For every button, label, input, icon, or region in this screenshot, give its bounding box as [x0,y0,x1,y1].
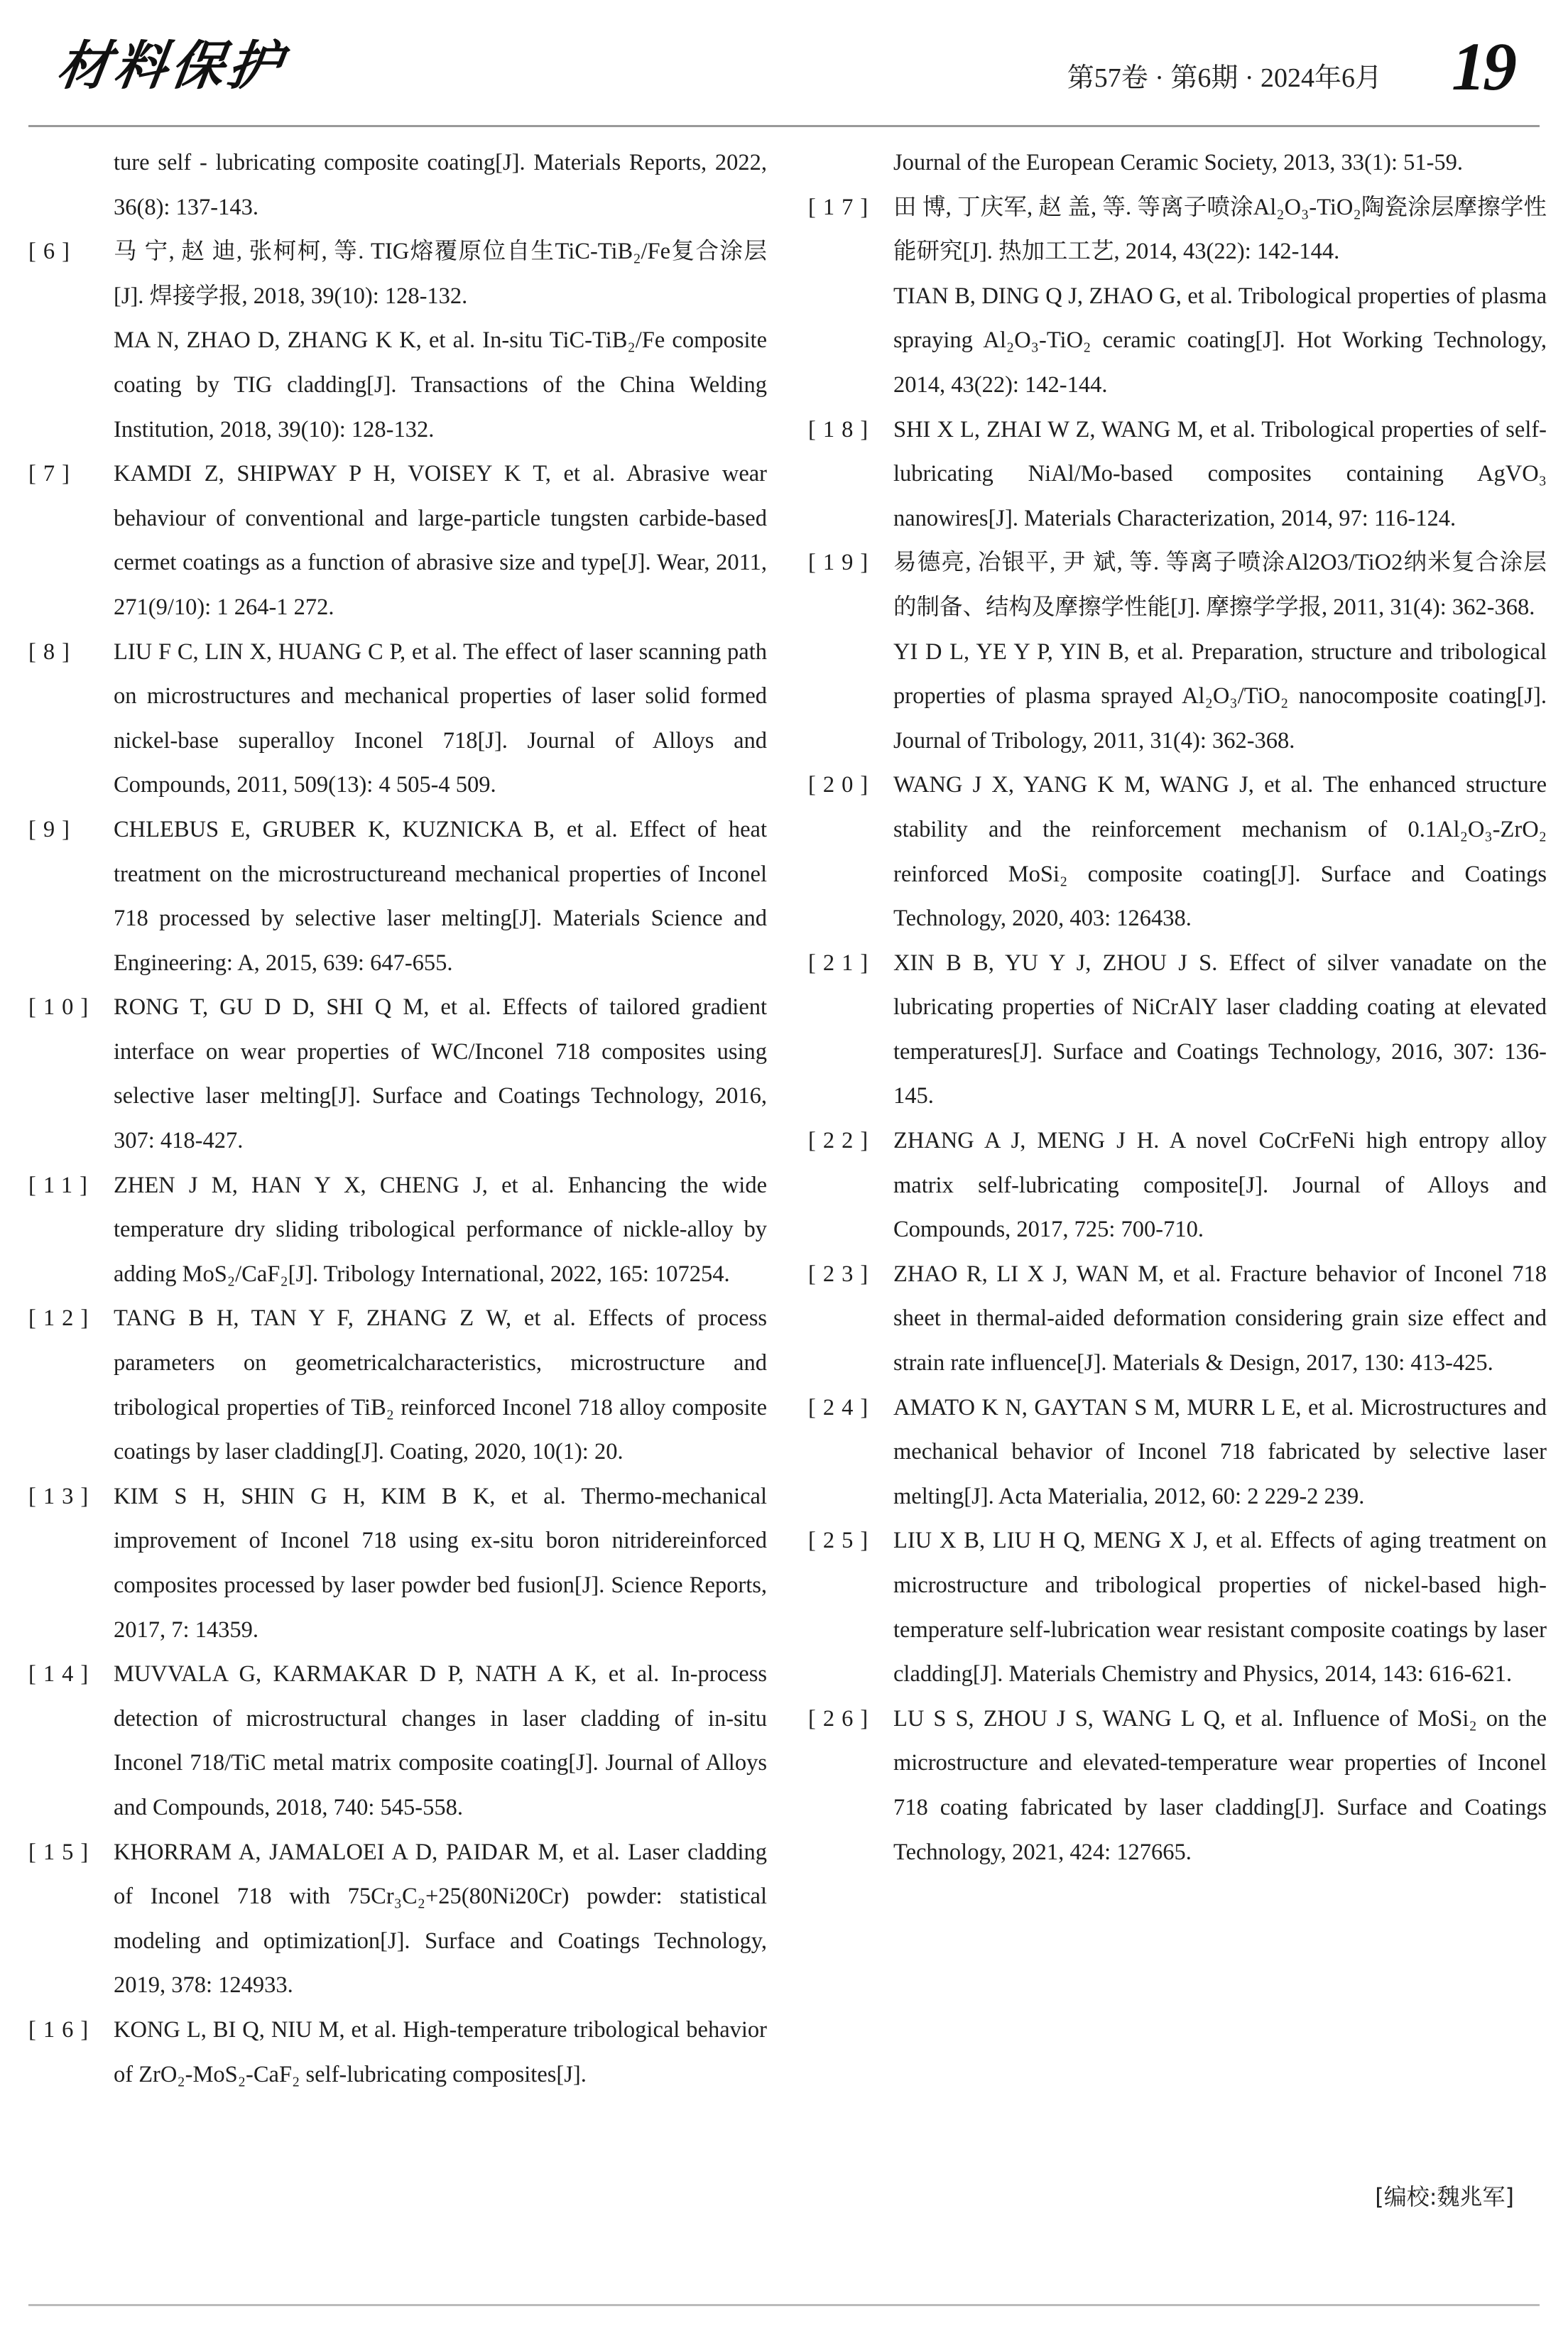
reference-body [893,941,1547,1119]
issue-info: 第57卷 · 第6期 · 2024年6月 [1067,63,1382,93]
reference-body [114,1652,767,1830]
footer-rule [28,2304,1540,2306]
reference-item [28,630,767,808]
page-number: 19 [1452,28,1514,104]
reference-item [28,452,767,629]
reference-body [114,141,767,229]
reference-item [28,1474,767,1652]
reference-item [28,1652,767,1830]
reference-number: [17] [808,194,876,220]
reference-text: ZHAO R, LI X J, WAN M, et al. Fracture behavior of Inconel 718 sheet in thermal-aided deformation considering grain size effect and strain rate influence[J]. Materials & Design, 2017, 130: 413-425. [893,1261,1547,1376]
reference-text: ZHANG A J, MENG J H. A novel CoCrFeNi high entropy alloy matrix self-lubricating composite[J]. Journal of Alloys and Compounds, 2017, 725: 700-710. [893,1128,1547,1243]
reference-number: [22] [808,1128,876,1154]
reference-number: [26] [808,1705,876,1732]
reference-body [114,1163,767,1297]
reference-text: MUVVALA G, KARMAKAR D P, NATH A K, et al. In-process detection of microstructural changes in laser cladding of in-situ Inconel 718/TiC metal matrix composite coating[J]. Journal of Alloys and Compounds, 2018, 740: 545-558. [114,1661,767,1820]
reference-body [893,1386,1547,1519]
reference-body [114,630,767,808]
reference-text: KONG L, BI Q, NIU M, et al. High-temperature tribological behavior of ZrO₂-MoS₂-CaF₂ self-lubricating composites[J]. [114,2016,767,2087]
reference-number: [18] [808,416,876,442]
reference-item [28,1830,767,2008]
reference-item [28,808,767,985]
reference-text: TANG B H, TAN Y F, ZHANG Z W, et al. Effects of process parameters on geometricalcharacteristics, microstructure and tribological properties of TiB₂ reinforced Inconel 718 alloy composite coatings by laser cladding[J]. Coating, 2020, 10(1): 20. [114,1305,767,1465]
reference-body [114,985,767,1163]
reference-body [893,1697,1547,1874]
reference-item [808,1386,1547,1519]
reference-number: [12] [28,1305,96,1332]
reference-text: KIM S H, SHIN G H, KIM B K, et al. Thermo-mechanical improvement of Inconel 718 using ex-situ boron nitridereinforced composites processed by laser powder bed fusion[J]. Science Reports, 2017, 7: 14359. [114,1483,767,1643]
reference-number: [6] [28,239,77,265]
reference-item [28,985,767,1163]
reference-item [28,1163,767,1297]
reference-number: [15] [28,1839,96,1865]
reference-item [808,763,1547,940]
reference-text: ZHEN J M, HAN Y X, CHENG J, et al. Enhancing the wide temperature dry sliding tribological performance of nickle-alloy by adding MoS₂/CaF₂[J]. Tribology International, 2022, 165: 107254. [114,1172,767,1287]
reference-item [808,185,1547,408]
reference-body [893,763,1547,940]
reference-item [808,408,1547,541]
reference-text: Journal of the European Ceramic Society, 2013, 33(1): 51-59. [893,150,1464,175]
reference-number: [8] [28,639,77,665]
reference-number: [20] [808,772,876,798]
reference-body [893,141,1547,185]
reference-text: AMATO K N, GAYTAN S M, MURR L E, et al. Microstructures and mechanical behavior of Inconel 718 fabricated by selective laser melting[J]. Acta Materialia, 2012, 60: 2 229-2 239. [893,1394,1547,1509]
reference-number: [21] [808,950,876,976]
reference-number: [14] [28,1661,96,1688]
reference-text: 马 宁, 赵 迪, 张柯柯, 等. TIG熔覆原位自生TiC-TiB₂/Fe复合涂层[J]. 焊接学报, 2018, 39(10): 128-132. [114,239,767,309]
reference-number: [24] [808,1394,876,1420]
reference-column-right [808,141,1547,1874]
reference-text: LIU X B, LIU H Q, MENG X J, et al. Effects of aging treatment on microstructure and tribological properties of nickel-based high-temperature self-lubrication wear resistant composite coatings by laser cladding[J]. Materials Chemistry and Physics, 2014, 143: 616-621. [893,1528,1547,1688]
reference-text: TIAN B, DING Q J, ZHAO G, et al. Tribological properties of plasma spraying Al₂O₃-TiO₂ ceramic coating[J]. Hot Working Technology, 2014, 43(22): 142-144. [893,283,1547,398]
page-header [0,0,1568,128]
reference-text: 田 博, 丁庆军, 赵 盖, 等. 等离子喷涂Al₂O₃-TiO₂陶瓷涂层摩擦学性能研究[J]. 热加工工艺, 2014, 43(22): 142-144. [893,194,1547,265]
reference-number: [11] [28,1172,94,1198]
reference-item [808,540,1547,763]
reference-item [808,941,1547,1119]
reference-body [114,808,767,985]
reference-item [28,2008,767,2097]
reference-body [114,229,767,452]
reference-number: [23] [808,1261,876,1287]
reference-item [28,1296,767,1474]
reference-text: RONG T, GU D D, SHI Q M, et al. Effects of tailored gradient interface on wear properties of WC/Inconel 718 composites using selective laser melting[J]. Surface and Coatings Technology, 2016, 307: 418-427. [114,994,767,1154]
reference-text: MA N, ZHAO D, ZHANG K K, et al. In-situ TiC-TiB₂/Fe composite coating by TIG cladding[J]. Transactions of the China Welding Institution, 2018, 39(10): 128-132. [114,327,767,442]
reference-body [893,1252,1547,1386]
reference-text: WANG J X, YANG K M, WANG J, et al. The enhanced structure stability and the reinforcement mechanism of 0.1Al₂O₃-ZrO₂ reinforced MoSi₂ composite coating[J]. Surface and Coatings Technology, 2020, 403: 126438. [893,772,1547,932]
reference-body [114,452,767,629]
header-rule [28,125,1540,127]
reference-body [893,540,1547,763]
reference-text: XIN B B, YU Y J, ZHOU J S. Effect of silver vanadate on the lubricating properties of NiCrAlY laser cladding coating at elevated temperatures[J]. Surface and Coatings Technology, 2016, 307: 136-145. [893,950,1547,1109]
reference-item [808,1697,1547,1874]
reference-text: 易德亮, 冶银平, 尹 斌, 等. 等离子喷涂Al2O3/TiO2纳米复合涂层的制备、结构及摩擦学性能[J]. 摩擦学学报, 2011, 31(4): 362-368. [893,550,1547,620]
reference-body [893,1518,1547,1696]
reference-text: LU S S, ZHOU J S, WANG L Q, et al. Influence of MoSi₂ on the microstructure and elevated-temperature wear properties of Inconel 718 coating fabricated by laser cladding[J]. Surface and Coatings Technology, 2021, 424: 127665. [893,1705,1547,1865]
reference-body [893,1119,1547,1252]
reference-item [28,229,767,452]
reference-text: LIU F C, LIN X, HUANG C P, et al. The effect of laser scanning path on microstructures and mechanical properties of laser solid formed nickel-base superalloy Inconel 718[J]. Journal of Alloys and Compounds, 2011, 509(13): 4 505-4 509. [114,639,767,798]
reference-text: KAMDI Z, SHIPWAY P H, VOISEY K T, et al. Abrasive wear behaviour of conventional and large-particle tungsten carbide-based cermet coatings as a function of abrasive size and type[J]. Wear, 2011, 271(9/10): 1 264-1 272. [114,461,767,620]
reference-body [114,1830,767,2008]
reference-text: SHI X L, ZHAI W Z, WANG M, et al. Tribological properties of self-lubricating NiAl/Mo-based composites containing AgVO₃ nanowires[J]. Materials Characterization, 2014, 97: 116-124. [893,416,1547,531]
reference-item [28,141,767,229]
reference-number: [10] [28,994,96,1021]
reference-text: CHLEBUS E, GRUBER K, KUZNICKA B, et al. Effect of heat treatment on the microstructureand mechanical properties of Inconel 718 processed by selective laser melting[J]. Materials Science and Engineering: A, 2015, 639: 647-655. [114,816,767,976]
reference-text: YI D L, YE Y P, YIN B, et al. Preparation, structure and tribological properties of plasma sprayed Al₂O₃/TiO₂ nanocomposite coating[J]. Journal of Tribology, 2011, 31(4): 362-368. [893,639,1547,754]
reference-number: [16] [28,2016,96,2043]
reference-number: [25] [808,1528,876,1554]
reference-body [893,408,1547,541]
reference-number: [7] [28,461,77,487]
reference-text: KHORRAM A, JAMALOEI A D, PAIDAR M, et al. Laser cladding of Inconel 718 with 75Cr₃C₂+25(80Ni20Cr) powder: statistical modeling and optimization[J]. Surface and Coatings Technology, 2019, 378: 124933. [114,1839,767,1999]
reference-body [893,185,1547,408]
reference-text: ture self - lubricating composite coating[J]. Materials Reports, 2022, 36(8): 137-143. [114,150,767,220]
reference-body [114,1474,767,1652]
reference-body [114,2008,767,2097]
reference-number: [13] [28,1483,96,1509]
reference-item [808,1119,1547,1252]
reference-item [808,141,1547,185]
reference-number: [9] [28,816,77,842]
journal-logo: 材料保护 [53,36,290,97]
reference-number: [19] [808,550,876,576]
reference-column-left [28,141,767,2097]
reference-item [808,1252,1547,1386]
editor-credit: [编校:魏兆军] [1375,2183,1514,2210]
reference-body [114,1296,767,1474]
reference-item [808,1518,1547,1696]
